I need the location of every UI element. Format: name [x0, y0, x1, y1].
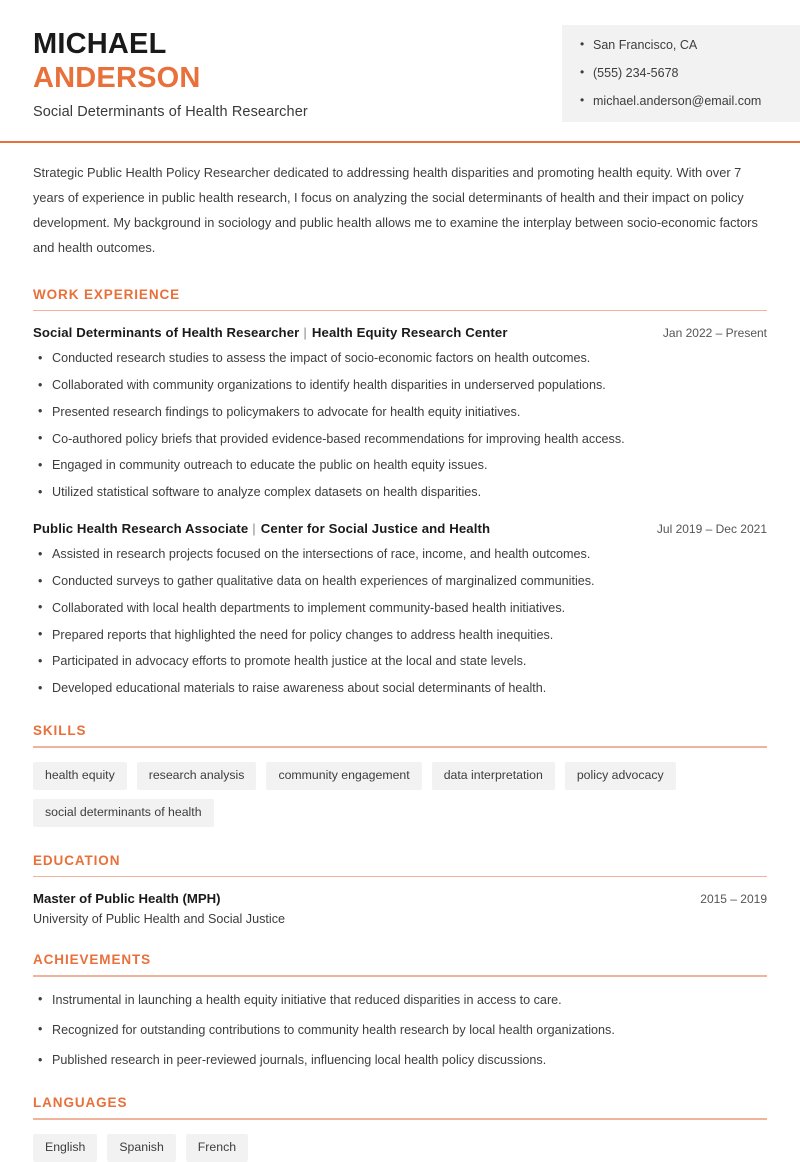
contact-list — [580, 38, 784, 109]
skill-chip: research analysis — [137, 762, 257, 790]
candidate-name — [33, 27, 308, 61]
experience-company: Center for Social Justice and Health — [260, 521, 491, 537]
language-chip: Spanish — [107, 1134, 175, 1162]
section-title-work-experience: WORK EXPERIENCE — [33, 286, 181, 302]
experience-company: Health Equity Research Center — [311, 325, 508, 341]
section-divider — [33, 1118, 767, 1120]
achievements-list — [33, 991, 767, 1070]
skill-chip: health equity — [33, 762, 127, 790]
title-separator: | — [303, 325, 307, 341]
list-item: • Collaborated with local health departments to implement community-based health initiatives. — [33, 599, 767, 617]
education-degree: Master of Public Health (MPH) — [33, 891, 221, 907]
experience-bullets — [33, 349, 767, 501]
section-title-skills: SKILLS — [33, 723, 87, 739]
skill-chip: policy advocacy — [565, 762, 676, 790]
contact-phone[interactable]: • (555) 234-5678 — [580, 66, 784, 81]
experience-role: Public Health Research Associate — [33, 521, 249, 537]
skills-chip-list — [33, 762, 733, 827]
experience-heading — [33, 521, 490, 536]
section-title-languages: LANGUAGES — [33, 1095, 128, 1111]
section-divider — [33, 975, 767, 977]
section-skills — [33, 723, 767, 826]
last-name: ANDERSON — [33, 62, 201, 95]
list-item: • Collaborated with community organizations to identify health disparities in underserved populations. — [33, 376, 767, 394]
skill-chip: data interpretation — [432, 762, 555, 790]
list-item: • Utilized statistical software to analyze complex datasets on health disparities. — [33, 483, 767, 501]
list-item: • Assisted in research projects focused on the intersections of race, income, and health outcomes. — [33, 545, 767, 563]
section-work-experience — [33, 287, 767, 698]
list-item: • Developed educational materials to raise awareness about social determinants of health. — [33, 679, 767, 697]
list-item: • Conducted research studies to assess the impact of socio-economic factors on health outcomes. — [33, 349, 767, 367]
contact-email[interactable]: • michael.anderson@email.com — [580, 94, 784, 109]
list-item: • Recognized for outstanding contributions to community health research by local health organizations. — [33, 1021, 767, 1039]
contact-location: • San Francisco, CA — [580, 38, 784, 53]
contact-info-box — [562, 25, 800, 122]
list-item: • Presented research findings to policymakers to advocate for health equity initiatives. — [33, 403, 767, 421]
list-item: • Conducted surveys to gather qualitative data on health experiences of marginalized communities. — [33, 572, 767, 590]
education-entry — [33, 891, 767, 926]
section-title-achievements: ACHIEVEMENTS — [33, 952, 152, 968]
education-date: 2015 – 2019 — [700, 892, 767, 907]
education-school: University of Public Health and Social Justice — [33, 912, 285, 927]
experience-role: Social Determinants of Health Researcher — [33, 325, 300, 341]
candidate-job-title: Social Determinants of Health Researcher — [33, 104, 308, 121]
language-chip: French — [186, 1134, 248, 1162]
experience-date: Jul 2019 – Dec 2021 — [656, 522, 767, 537]
resume-header — [0, 0, 800, 122]
experience-bullets — [33, 545, 767, 697]
skill-chip: community engagement — [266, 762, 421, 790]
identity-block — [33, 25, 308, 120]
experience-heading — [33, 325, 508, 340]
section-education — [33, 853, 767, 927]
list-item: • Instrumental in launching a health equity initiative that reduced disparities in access to care. — [33, 991, 767, 1009]
languages-chip-list — [33, 1134, 733, 1162]
experience-entry — [33, 325, 767, 501]
header-divider — [0, 141, 800, 143]
list-item: • Prepared reports that highlighted the need for policy changes to address health inequities. — [33, 626, 767, 644]
list-item: • Engaged in community outreach to educate the public on health equity issues. — [33, 456, 767, 474]
list-item: • Published research in peer-reviewed journals, influencing local health policy discussions. — [33, 1051, 767, 1069]
section-title-education: EDUCATION — [33, 852, 121, 868]
section-divider — [33, 310, 767, 312]
resume-body — [0, 161, 800, 1162]
professional-summary: Strategic Public Health Policy Researcher dedicated to addressing health disparities and promoting health equity. With over 7 years of experience in public health research, I focus on analyzing the social determinants of health and their impact on policy development. My background in sociology and public health allows me to examine the interplay between socio-economic factors and health outcomes. — [33, 165, 758, 255]
experience-date: Jan 2022 – Present — [662, 326, 767, 341]
list-item: • Co-authored policy briefs that provided evidence-based recommendations for improving health access. — [33, 430, 767, 448]
section-languages — [33, 1095, 767, 1161]
language-chip: English — [33, 1134, 97, 1162]
section-divider — [33, 746, 767, 748]
experience-entry — [33, 521, 767, 697]
skill-chip: social determinants of health — [33, 799, 214, 827]
section-divider — [33, 876, 767, 878]
title-separator: | — [252, 521, 256, 537]
section-achievements — [33, 952, 767, 1069]
first-name: MICHAEL — [33, 28, 167, 60]
list-item: • Participated in advocacy efforts to promote health justice at the local and state levels. — [33, 652, 767, 670]
